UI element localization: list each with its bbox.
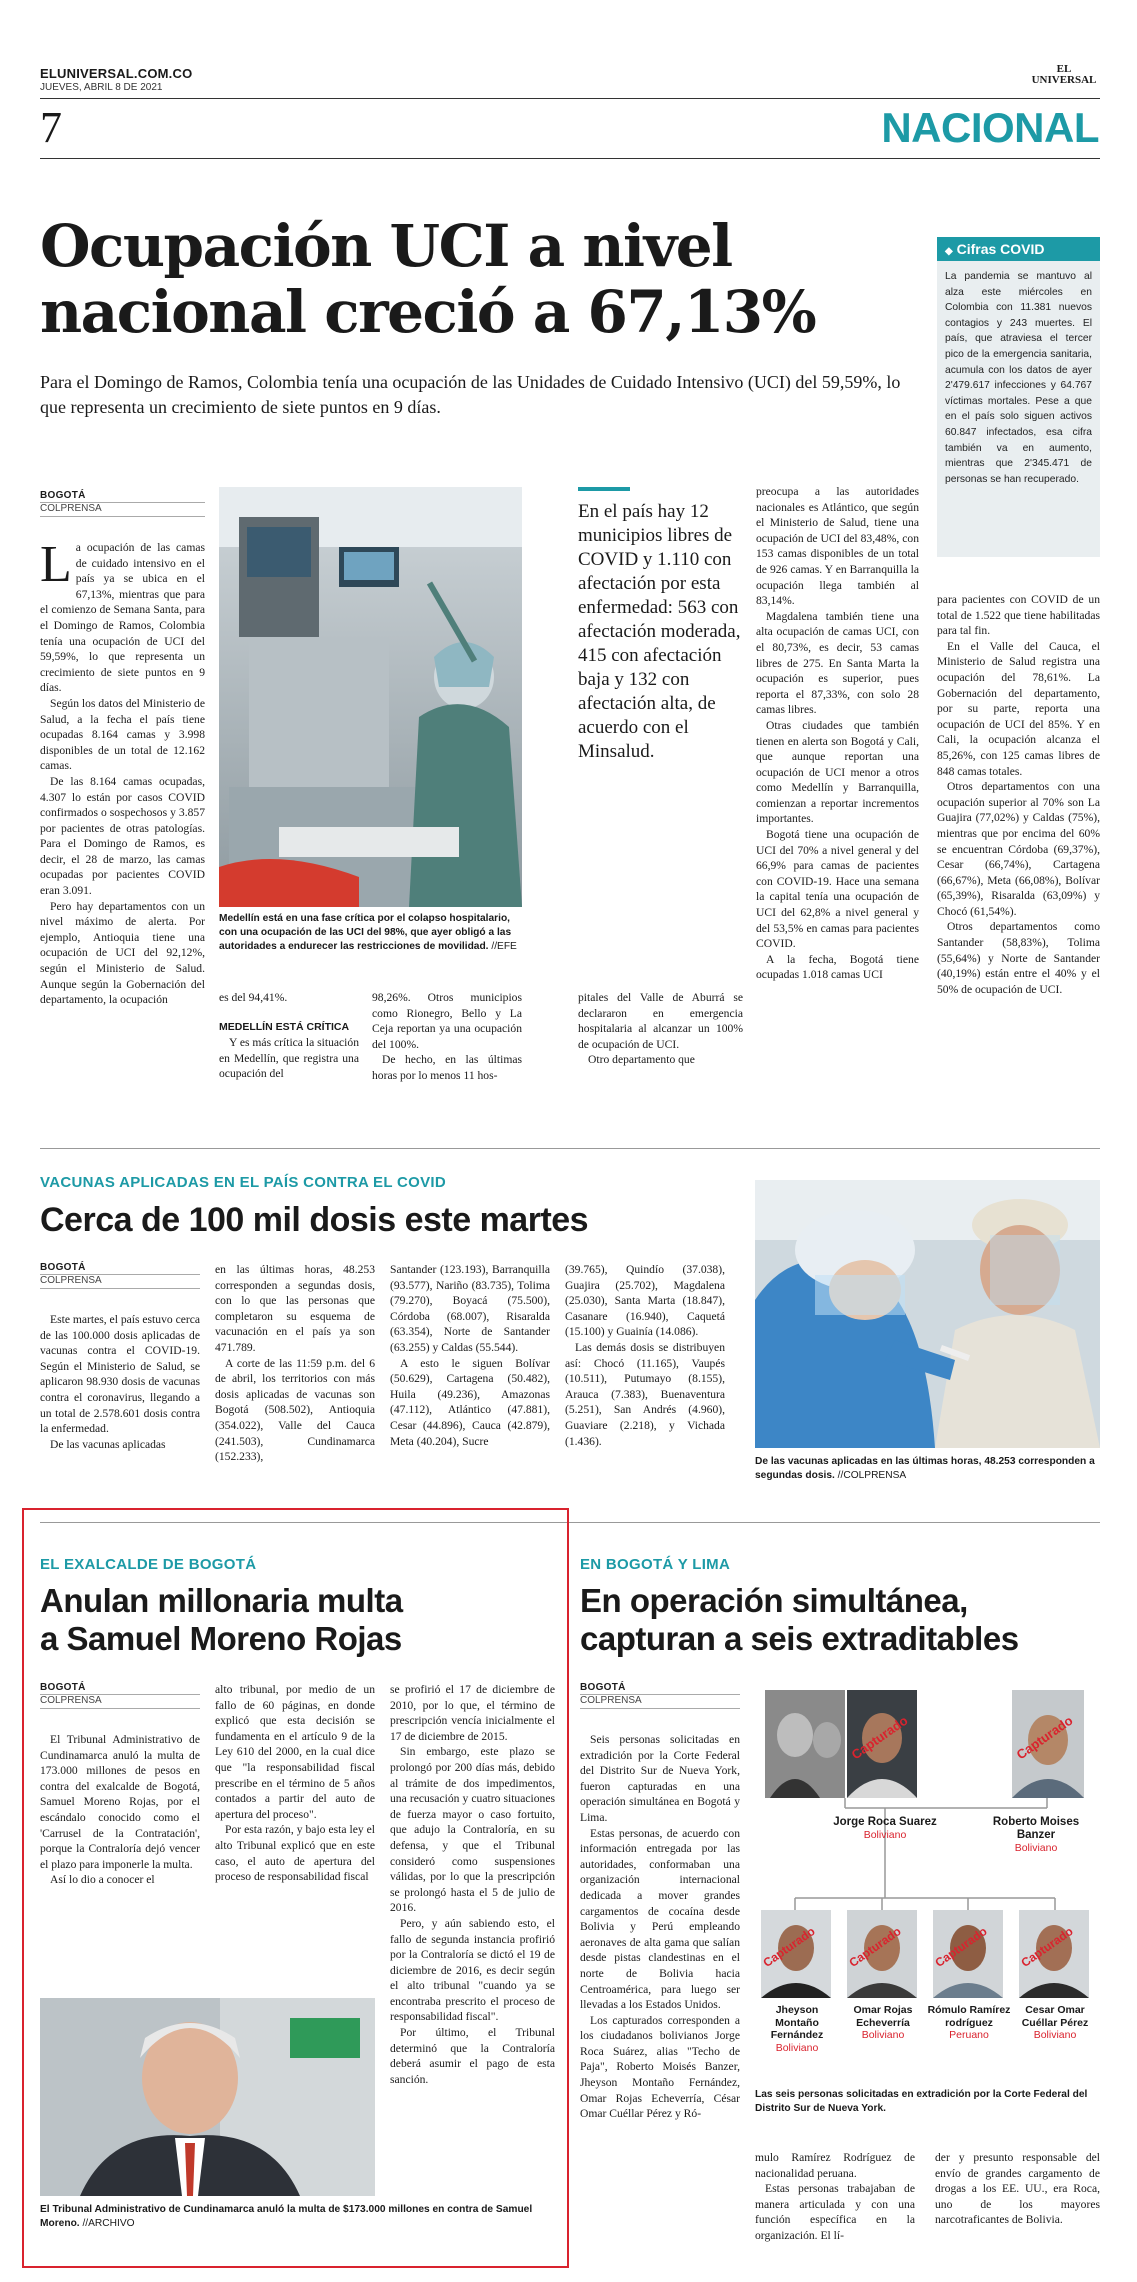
main-col5-p2: Magdalena también tiene una alta ocupación de camas UCI, con el 80,73%, es decir, 53 camas libres de 275. En Santa Marta la ocupación es superior, pues reporta el 87,33%, con solo 28 camas libres. <box>756 609 919 717</box>
vaccine-photo-caption <box>755 1455 1100 1483</box>
vaccine-col4-p2: Las demás dosis se distribuyen así: Chocó (11.165), Vaupés (10.511), Putumayo (8.155), Arauca (7.383), Buenaventura (5.251), San Andrés (4.960), Guaviare (2.218), y Vichada (1.436). <box>565 1340 725 1448</box>
stamp-cuellar: Capturado <box>1018 1924 1076 1970</box>
ramirez-name: Rómulo Ramírez rodríguez <box>927 2004 1011 2029</box>
page-number: 7 <box>40 103 62 152</box>
main-col6-p4: Otros departamentos como Santander (58,83%), Tolima (55,64%) y Norte de Santander (40,19%) están entre el 40% y el 50% de ocupación de UCI. <box>937 920 1100 996</box>
vaccine-byline-agency: COLPRENSA <box>40 1275 200 1289</box>
vaccine-col2-p2: A corte de las 11:59 p.m. del 6 de abril, los territorios con más dosis aplicadas de vacunas son Bogotá (508.502), Antioquia (354.022), Valle del Cauca (241.503), Cundinamarca (152.233), <box>215 1356 375 1464</box>
vaccine-col3 <box>390 1262 550 1449</box>
banzer-nationality: Boliviano <box>1014 1842 1058 1854</box>
banzer-portrait <box>1012 1690 1084 1798</box>
main-col6-p3: Otros departamentos con una ocupación superior al 70% son La Guajira (77,02%) y Caldas (75%), mientras que por encima del 60% se encuentran Córdoba (69,37%), Cesar (66,74%), Cartagena (66,67%), Meta (66,08%), Bolívar (65,39%), Risaralda (63,09%) y Chocó (61,54%). <box>937 780 1100 918</box>
main-col6 <box>937 592 1100 997</box>
pullquote: En el país hay 12 municipios libres de COVID y 1.110 con afectación por esta enfermedad: 563 con afectación moderada, 415 con afectación baja y 132 con afectación alta, de acuerdo con el Minsalud. <box>578 501 741 762</box>
logo-bottom: UNIVERSAL <box>1031 74 1097 86</box>
main-col5-p1: preocupa a las autoridades nacionales es Atlántico, que según el Ministerio de Salud, tiene una ocupación de UCI del 83,48%, con 153 camas disponibles de un total de 926 camas. Y en Barranquilla la ocupación llega también al 83,14%. <box>756 485 919 608</box>
byline-agency: COLPRENSA <box>40 503 205 517</box>
sidebar-text: La pandemia se mantuvo al alza este miércoles en Colombia con 11.381 nuevos contagios y 243 muertes. El país, que atraviesa el tercer pico de la emergencia sanitaria, acumula con los datos de ayer 2'479.617 infecciones y 64.767 víctimas mortales. Pese a que en el país solo siguen activos 60.847 infectados, esa cifra también va en aumento, mientras que 2'345.471 de personas se han recuperado. <box>945 271 1092 485</box>
montano-nationality: Boliviano <box>775 2041 819 2054</box>
montano-portrait <box>761 1910 831 1998</box>
main-col3-p1: 98,26%. Otros municipios como Rionegro, Bello y La Ceja reportan ya una ocupación del 100%. <box>372 991 522 1051</box>
main-headline-line1: Ocupación UCI a nivel <box>40 212 732 280</box>
extra-col2-p2: Estas personas trabajaban de manera articulada y con una función específica en la organización. El lí- <box>755 2182 915 2242</box>
ramirez-nationality: Peruano <box>949 2029 989 2041</box>
vaccine-col1-p2: De las vacunas aplicadas <box>50 1437 166 1451</box>
extra-col1-p1: Seis personas solicitadas en extradición por la Corte Federal del Distrito Sur de Nueva York, fueron capturadas en una operación simultánea en Bogotá y Lima. <box>580 1733 740 1824</box>
chart-bottom-name-3 <box>927 2004 1011 2042</box>
moreno-col1 <box>40 1732 200 1888</box>
roca-portrait <box>847 1690 917 1798</box>
extra-col2-p1: mulo Ramírez Rodríguez de nacionalidad peruana. <box>755 2151 915 2180</box>
section-title: NACIONAL <box>881 104 1099 151</box>
logo-top: EL <box>1056 63 1072 75</box>
vaccine-headline: Cerca de 100 mil dosis este martes <box>40 1201 589 1239</box>
extra-photo-caption: Las seis personas solicitadas en extradición por la Corte Federal del Distrito Sur de Nueva York. <box>755 2089 1088 2114</box>
banzer-name: Roberto Moises Banzer <box>992 1816 1080 1841</box>
main-col5 <box>756 484 919 983</box>
vaccine-photo <box>755 1180 1100 1448</box>
main-col6-p1: para pacientes con COVID de un total de 1.522 que tiene habilitadas para tal fin. <box>937 593 1100 638</box>
byline-place: BOGOTÁ <box>40 490 205 503</box>
moreno-photo-caption <box>40 2203 560 2231</box>
main-deck: Para el Domingo de Ramos, Colombia tenía una ocupación de las Unidades de Cuidado Intensivo (UCI) del 59,59%, lo que representa un crecimiento de siete puntos en 9 días. <box>40 372 901 417</box>
vaccine-col2-p1: en las últimas horas, 48.253 corresponden a segundas dosis, con lo que las personas que completaron su esquema de vacunación en el país ya son 471.789. <box>215 1263 375 1354</box>
main-col4 <box>578 990 743 1068</box>
extra-kicker: EN BOGOTÁ Y LIMA <box>580 1556 731 1573</box>
main-col5-p3: Otras ciudades que también tienen en alerta son Bogotá y Cali, que aunque reportan una ocupación de UCI menor a otros como Medellín y Barranquilla, comienzan a reportar incrementos importantes. <box>756 718 919 826</box>
vaccine-photo-image <box>755 1180 1100 1448</box>
extra-col3-p1: der y presunto responsable del envío de grandes cargamento de drogas a los EE. UU., era Roca, uno de los mayores narcotraficantes de Bolivia. <box>935 2151 1100 2227</box>
main-col3 <box>372 990 522 1084</box>
main-col1-p1: a ocupación de las camas de cuidado intensivo en el país ya se ubica en el 67,13%, mientras que para el comienzo de Semana Santa, para el Domingo de Ramos, Colombia tenía una ocupación de UCI del 59,59%, lo que representa un crecimiento de siete puntos en 9 días. <box>40 541 205 695</box>
sidebar-label: Cifras COVID <box>956 241 1045 257</box>
moreno-photo-image <box>40 1998 375 2196</box>
stamp-montano: Capturado <box>760 1924 818 1970</box>
diamond-icon: ◆ <box>945 246 953 257</box>
extra-col2 <box>755 2150 915 2244</box>
stamp-roca: Capturado <box>848 1712 911 1763</box>
ramirez-portrait <box>933 1910 1003 1998</box>
moreno-headline-line1: Anulan millonaria multa <box>40 1582 403 1619</box>
icu-caption-credit: //EFE <box>491 941 517 952</box>
pullquote-rule <box>578 487 630 491</box>
covid-sidebar <box>937 237 1100 557</box>
main-col1 <box>40 536 205 1008</box>
icu-photo-image <box>219 487 522 907</box>
roca-name: Jorge Roca Suarez <box>833 1816 937 1828</box>
main-col5-p5: A la fecha, Bogotá tiene ocupadas 1.018 camas UCI <box>756 952 919 982</box>
moreno-col2-p1: alto tribunal, por medio de un fallo de 60 páginas, en donde explicó que esta decisión se fundamenta en el artículo 9 de la Ley 610 del 2000, en la cual dice que "la responsabilidad fiscal prescribe en el término de 5 años contados a partir del auto de apertura del proceso". <box>215 1683 375 1821</box>
masthead-date: JUEVES, ABRIL 8 DE 2021 <box>40 82 163 93</box>
main-col4-p1: pitales del Valle de Aburrá se declararon en emergencia hospitalaria al alcanzar un 100% de ocupación de UCI. <box>578 991 743 1051</box>
stamp-ramirez: Capturado <box>932 1924 990 1970</box>
moreno-caption-credit: //ARCHIVO <box>82 2218 135 2229</box>
vaccine-col4-p1: (39.765), Quindío (37.038), Guajira (25.702), Magdalena (25.030), Santa Marta (18.847), Casanare (16.940), Caquetá (15.100) y Guainía (14.086). <box>565 1263 725 1339</box>
rojas-portrait <box>847 1910 917 1998</box>
moreno-col2-p2: Por esta razón, y bajo esta ley el alto Tribunal explicó que en este caso, el auto de apertura del proceso de responsabilidad fiscal <box>215 1823 375 1884</box>
main-col4-p2: Otro departamento que <box>588 1053 695 1067</box>
stamp-rojas: Capturado <box>846 1924 904 1970</box>
rojas-name: Omar Rojas Echeverría <box>853 2004 913 2029</box>
moreno-photo <box>40 1998 375 2196</box>
extra-col1-p3: Los capturados corresponden a los ciudadanos bolivianos Jorge Roca Suárez, alias "Techo de Paja", Roberto Moisés Banzer, Jheyson Montaño Fernández, Omar Rojas Echeverría, César Omar Cuéllar Pérez y Ró- <box>580 2013 740 2121</box>
chart-bottom-name-2 <box>841 2004 925 2042</box>
vaccine-kicker: VACUNAS APLICADAS EN EL PAÍS CONTRA EL COVID <box>40 1174 447 1191</box>
main-col2 <box>219 990 359 1082</box>
main-col1-p2: Según los datos del Ministerio de Salud, a la fecha el país tiene ocupadas 8.164 camas y 3.998 disponibles de un total de 12.162 camas. <box>40 696 205 773</box>
extra-headline <box>580 1582 1100 1658</box>
moreno-col1-p2: Así lo dio a conocer el <box>50 1873 155 1887</box>
vaccine-caption-text: De las vacunas aplicadas en las últimas horas, 48.253 corresponden a segundas dosis. <box>755 1456 1095 1481</box>
stamp-banzer: Capturado <box>1013 1712 1076 1763</box>
moreno-byline-agency: COLPRENSA <box>40 1695 200 1709</box>
sidebar-header <box>937 237 1100 261</box>
main-col1-p3: De las 8.164 camas ocupadas, 4.307 lo están por casos COVID confirmados o sospechosos y 3.857 por pacientes de otras patologías. Para el Domingo de Ramos, es decir, el 28 de marzo, las camas ocupadas por pacientes COVID eran 3.091. <box>40 774 205 898</box>
moreno-col3-p3: Pero, y aún sabiendo esto, el fallo de segunda instancia profirió por la Contraloría se dictó el 19 de diciembre de 2016, es decir según el alto tribunal "cuando ya se encontraba prescrito el proceso de responsabilidad fiscal". <box>390 1916 555 2024</box>
extra-col1-p2: Estas personas, de acuerdo con información entregada por las autoridades, conformaban una organización internacional dedicada a mover grandes cargamentos de cocaína desde Bolivia y Perú empleando aeronaves de alta gama que salían desde pistas clandestinas en el norte de Bolivia hacia Centroamérica, para luego ser llevadas a los Estados Unidos. <box>580 1826 740 2012</box>
montano-name: Jheyson Montaño Fernández <box>770 2004 824 2041</box>
masthead-site: ELUNIVERSAL.COM.CO <box>40 66 193 81</box>
extra-byline-place: BOGOTÁ <box>580 1682 740 1695</box>
moreno-col3 <box>390 1682 555 2087</box>
main-col2-p2: Y es más crítica la situación en Medellín, que registra una ocupación del <box>219 1036 359 1081</box>
extra-col3 <box>935 2150 1100 2228</box>
moreno-col1-p1: El Tribunal Administrativo de Cundinamarca anuló la multa de 173.000 millones de pesos en contra del exalcalde de Bogotá, Samuel Moreno Rojas, por el escándalo conocido como el 'Carrusel de la Contratación', porque la Contraloría dejó vencer el plazo para imponerle la multa. <box>40 1733 200 1871</box>
cuellar-name: Cesar Omar Cuéllar Pérez <box>1021 2004 1089 2029</box>
vaccine-col1-p1: Este martes, el país estuvo cerca de las 100.000 dosis aplicadas de vacunas contra el COVID-19. Según el Ministerio de Salud, se aplicaron 98.930 dosis de vacunas contra el coronavirus, llegando a un total de 2.578.601 dosis contra la enfermedad. <box>40 1313 201 1436</box>
rojas-nationality: Boliviano <box>861 2029 905 2041</box>
icu-caption-text: Medellín está en una fase crítica por el colapso hospitalario, con una ocupación de las UCI del 98%, que ayer obligó a las autoridades a endurecer las restricciones de movilidad. <box>219 913 512 952</box>
moreno-headline-line2: a Samuel Moreno Rojas <box>40 1620 402 1657</box>
extra-headline-line1: En operación simultánea, <box>580 1582 968 1619</box>
main-headline <box>40 213 920 345</box>
moreno-kicker: EL EXALCALDE DE BOGOTÁ <box>40 1556 257 1573</box>
vaccine-col4 <box>565 1262 725 1449</box>
moreno-col3-p1: se profirió el 17 de diciembre de 2010, por lo que, el término de prescripción vencía inicialmente el 17 de diciembre de 2015. <box>390 1683 555 1743</box>
extra-col1 <box>580 1732 740 2122</box>
vaccine-col3-p2: A esto le siguen Bolívar (50.629), Cartagena (50.482), Huila (49.236), Amazonas (47.112), Atlántico (47.881), Cesar (44.896), Cauca (42.879), Meta (40.204), Sucre <box>390 1356 550 1448</box>
moreno-col2 <box>215 1682 375 1885</box>
main-col2-subhead: MEDELLÍN ESTÁ CRÍTICA <box>219 1020 350 1033</box>
vaccine-col2 <box>215 1262 375 1465</box>
main-col6-p2: En el Valle del Cauca, el Ministerio de Salud registra una ocupación del 78,61%. La Gobernación del departamento, por su parte, reporta una ocupación de UCI del 85%. Y en Cali, la ocupación alcanza el 85,26%, con 125 camas libres de 848 camas totales. <box>937 639 1100 778</box>
vaccine-caption-credit: //COLPRENSA <box>837 1470 907 1481</box>
main-col1-p4: Pero hay departamentos con un nivel máximo de alerta. Por ejemplo, Antioquia tiene una ocupación de UCI del 92,12%, según el Ministerio de Salud. Aunque según la Gobernación del departamento, la ocupación <box>40 899 205 1007</box>
cuellar-portrait <box>1019 1910 1089 1998</box>
main-col2-p1: es del 94,41%. <box>219 991 288 1004</box>
main-col5-p4: Bogotá tiene una ocupación de UCI del 70% a nivel general y del 66,9% para camas de pacientes con COVID-19. Hace una semana la capital tenía una ocupación de UCI del 62,8% a nivel general y del 53,5% en camas para pacientes COVID. <box>756 828 919 951</box>
roca-nationality: Boliviano <box>863 1829 907 1841</box>
moreno-caption-text: El Tribunal Administrativo de Cundinamarca anuló la multa de $173.000 millones en contra de Samuel Moreno. <box>40 2204 533 2229</box>
cuellar-nationality: Boliviano <box>1033 2029 1077 2041</box>
extra-byline-agency: COLPRENSA <box>580 1695 740 1709</box>
roca-photo <box>765 1690 845 1798</box>
dropcap: L <box>40 536 72 593</box>
chart-bottom-name-4 <box>1013 2004 1097 2042</box>
extra-headline-line2: capturan a seis extraditables <box>580 1620 1019 1657</box>
chart-top-name-2 <box>981 1816 1091 1855</box>
org-chart <box>755 1680 1100 2080</box>
masthead-logo <box>1028 64 1100 86</box>
vaccine-col1 <box>40 1312 200 1452</box>
chart-top-name-1 <box>815 1816 955 1842</box>
icu-photo-caption <box>219 912 522 954</box>
moreno-byline-place: BOGOTÁ <box>40 1682 200 1695</box>
moreno-col3-p4: Por último, el Tribunal determinó que la Contraloría deberá asumir el pago de esta sanción. <box>390 2026 555 2086</box>
icu-photo <box>219 487 522 907</box>
moreno-headline <box>40 1582 550 1658</box>
roca-photo-image <box>765 1690 845 1798</box>
main-col3-p2: De hecho, en las últimas horas por lo menos 11 hos- <box>372 1053 522 1082</box>
moreno-col3-p2: Sin embargo, este plazo se prolongó por 200 días más, debido al trámite de dos impedimentos, una recusación y cuatro situaciones de fuerza mayor o caso fortuito, que adujo la Contraloría, en su defensa, y que el Tribunal consideró como suspensiones válidas, por lo que la prescripción se prolongó hasta el 5 de julio de 2016. <box>390 1745 555 1915</box>
vaccine-col3-p1: Santander (123.193), Barranquilla (93.577), Nariño (83.735), Tolima (79.270), Boyacá (75.500), Córdoba (68.007), Risaralda (63.354), Norte de Santander (63.255) y Caldas (55.544). <box>390 1263 550 1354</box>
chart-bottom-name-1 <box>755 2004 839 2054</box>
main-headline-line2: nacional creció a 67,13% <box>40 278 816 346</box>
vaccine-byline-place: BOGOTÁ <box>40 1262 200 1275</box>
